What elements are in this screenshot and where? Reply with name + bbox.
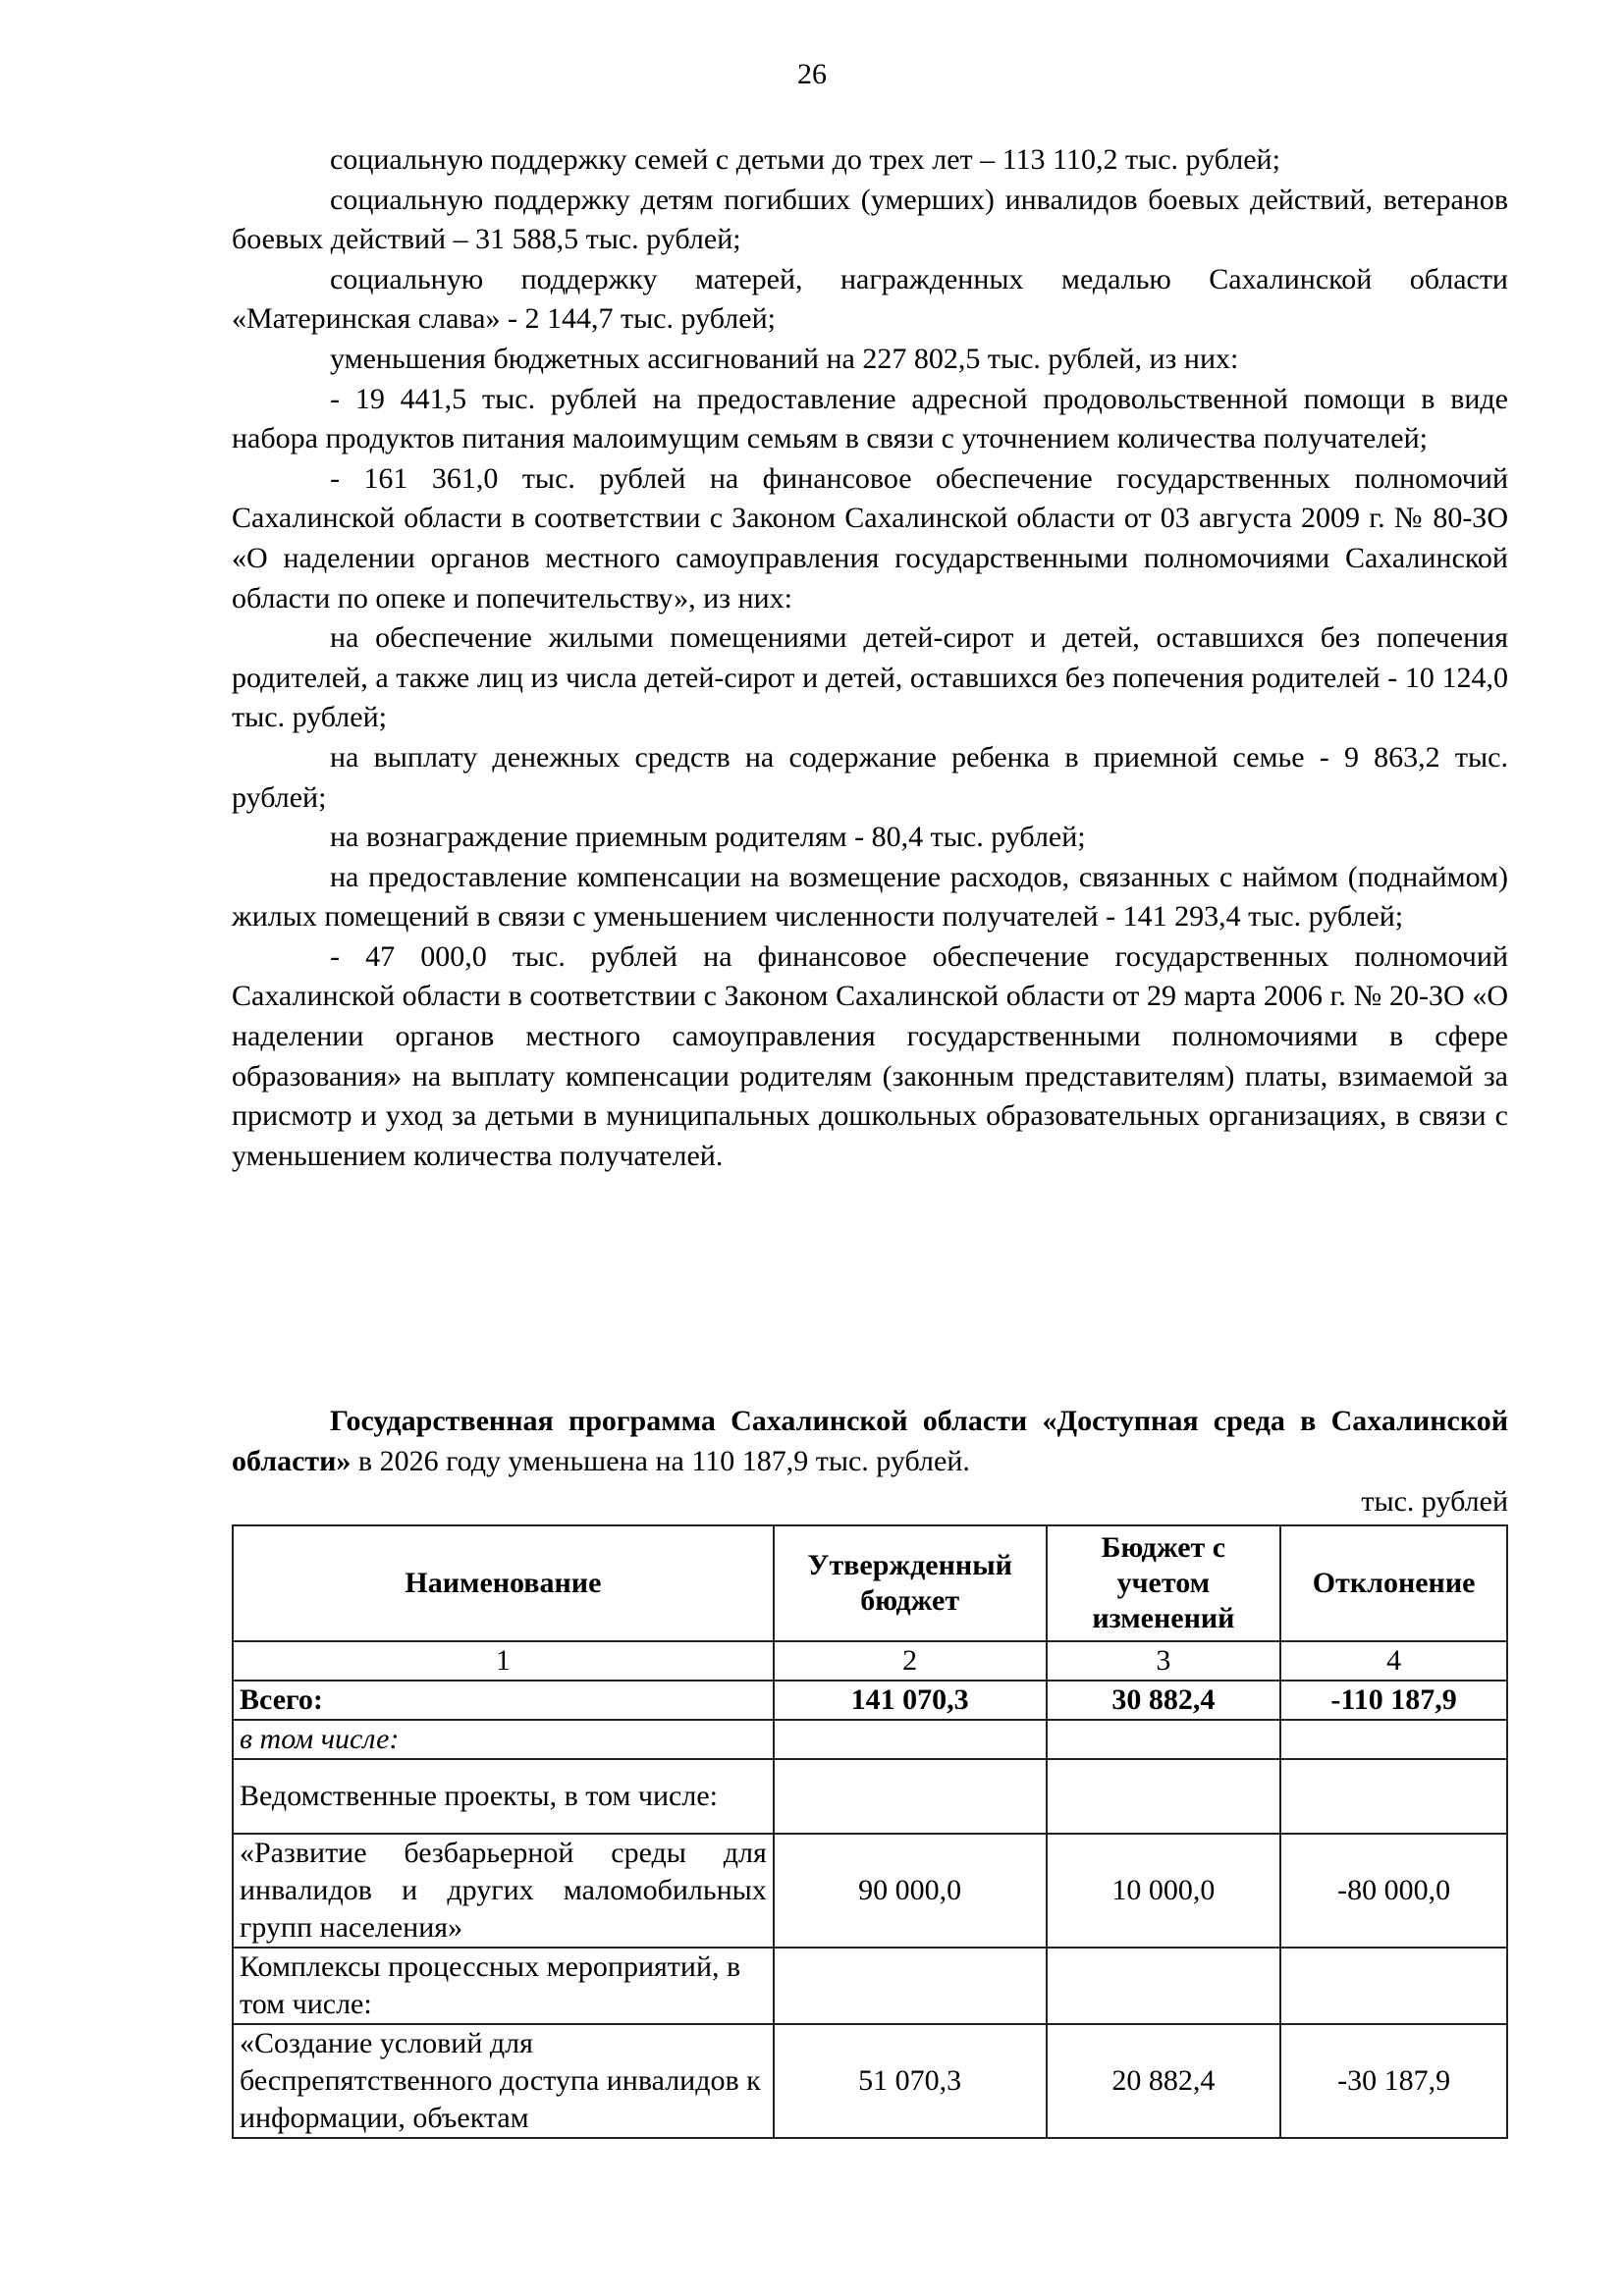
paragraph: уменьшения бюджетных ассигнований на 227 802,5 тыс. рублей, из них: xyxy=(330,342,1239,375)
paragraph: на предоставление компенсации на возмещение расходов, связанных с наймом (поднаймом) жилых помещений в связи с уменьшением численности получателей - 141 293,4 тыс. рублей; xyxy=(232,860,1508,934)
row-approved xyxy=(774,1720,1047,1759)
paragraph: социальную поддержку семей с детьми до трех лет – 113 110,2 тыс. рублей; xyxy=(330,143,1280,176)
units-label: тыс. рублей xyxy=(1361,1485,1508,1518)
header-approved: Утвержденный бюджет xyxy=(774,1525,1047,1641)
table-row xyxy=(233,1948,1507,2024)
table-row xyxy=(233,1834,1507,1948)
row-deviation xyxy=(1280,1759,1507,1834)
row-name: в том числе: xyxy=(233,1720,774,1759)
header-revised: Бюджет с учетом изменений xyxy=(1047,1525,1281,1641)
paragraph: на выплату денежных средств на содержание ребенка в приемной семье - 9 863,2 тыс. рублей; xyxy=(232,740,1508,814)
column-number: 1 xyxy=(233,1641,774,1681)
row-revised xyxy=(1047,1948,1281,2024)
section-heading-bold: Государственная программа Сахалинской области «Доступная среда в Сахалинской области» xyxy=(232,1405,1508,1477)
body-text xyxy=(232,140,1508,1176)
row-approved: 51 070,3 xyxy=(774,2024,1047,2138)
row-approved xyxy=(774,1759,1047,1834)
table-row xyxy=(233,1759,1507,1834)
row-deviation: -80 000,0 xyxy=(1280,1834,1507,1948)
paragraph: на вознаграждение приемным родителям - 80,4 тыс. рублей; xyxy=(330,821,1086,854)
header-deviation: Отклонение xyxy=(1280,1525,1507,1641)
row-revised: 20 882,4 xyxy=(1047,2024,1281,2138)
column-number: 2 xyxy=(774,1641,1047,1681)
budget-table xyxy=(232,1524,1508,2139)
table-header-row xyxy=(233,1525,1507,1641)
header-name: Наименование xyxy=(233,1525,774,1641)
table-row-total xyxy=(233,1681,1507,1720)
paragraph: социальную поддержку матерей, награжденных медалью Сахалинской области «Материнская слава» - 2 144,7 тыс. рублей; xyxy=(232,262,1508,336)
row-name: «Создание условий для беспрепятственного доступа инвалидов к информации, объектам xyxy=(233,2024,774,2138)
page-number: 26 xyxy=(797,58,827,90)
paragraph: - 47 000,0 тыс. рублей на финансовое обеспечение государственных полномочий Сахалинской области в соответствии с Законом Сахалинской области от 29 марта 2006 г. № 20-ЗО «О наделении органов местного самоуправления государственными полномочиями в сфере образования» на выплату компенсации родителям (законным представителям) платы, взимаемой за присмотр и уход за детьми в муниципальных дошкольных образовательных организациях, в связи с уменьшением количества получателей. xyxy=(232,939,1508,1172)
row-name: Всего: xyxy=(233,1681,774,1720)
row-deviation xyxy=(1280,1948,1507,2024)
row-revised: 10 000,0 xyxy=(1047,1834,1281,1948)
column-number: 4 xyxy=(1280,1641,1507,1681)
row-deviation: -110 187,9 xyxy=(1280,1681,1507,1720)
paragraph: социальную поддержку детям погибших (умерших) инвалидов боевых действий, ветеранов боевых действий – 31 588,5 тыс. рублей; xyxy=(232,183,1508,256)
row-approved: 141 070,3 xyxy=(774,1681,1047,1720)
paragraph: - 19 441,5 тыс. рублей на предоставление адресной продовольственной помощи в виде набора продуктов питания малоимущим семьям в связи с уточнением количества получателей; xyxy=(232,382,1508,455)
row-approved xyxy=(774,1948,1047,2024)
column-number: 3 xyxy=(1047,1641,1281,1681)
row-approved: 90 000,0 xyxy=(774,1834,1047,1948)
table-row xyxy=(233,1720,1507,1759)
row-name: Комплексы процессных мероприятий, в том числе: xyxy=(233,1948,774,2024)
row-deviation: -30 187,9 xyxy=(1280,2024,1507,2138)
row-name: Ведомственные проекты, в том числе: xyxy=(233,1759,774,1834)
row-deviation xyxy=(1280,1720,1507,1759)
paragraph: - 161 361,0 тыс. рублей на финансовое обеспечение государственных полномочий Сахалинской области в соответствии с Законом Сахалинской области от 03 августа 2009 г. № 80-ЗО «О наделении органов местного самоуправления государственными полномочиями Сахалинской области по опеке и попечительству», из них: xyxy=(232,461,1508,614)
section-heading xyxy=(232,1402,1508,1481)
row-name: «Развитие безбарьерной среды для инвалидов и других маломобильных групп населения» xyxy=(233,1834,774,1948)
paragraph: на обеспечение жилыми помещениями детей-сирот и детей, оставшихся без попечения родителей, а также лиц из числа детей-сирот и детей, оставшихся без попечения родителей - 10 124,0 тыс. рублей; xyxy=(232,621,1508,734)
column-number-row xyxy=(233,1641,1507,1681)
row-revised: 30 882,4 xyxy=(1047,1681,1281,1720)
row-revised xyxy=(1047,1720,1281,1759)
section-heading-rest: в 2026 году уменьшена на 110 187,9 тыс. рублей. xyxy=(351,1444,970,1477)
table-row xyxy=(233,2024,1507,2138)
row-revised xyxy=(1047,1759,1281,1834)
